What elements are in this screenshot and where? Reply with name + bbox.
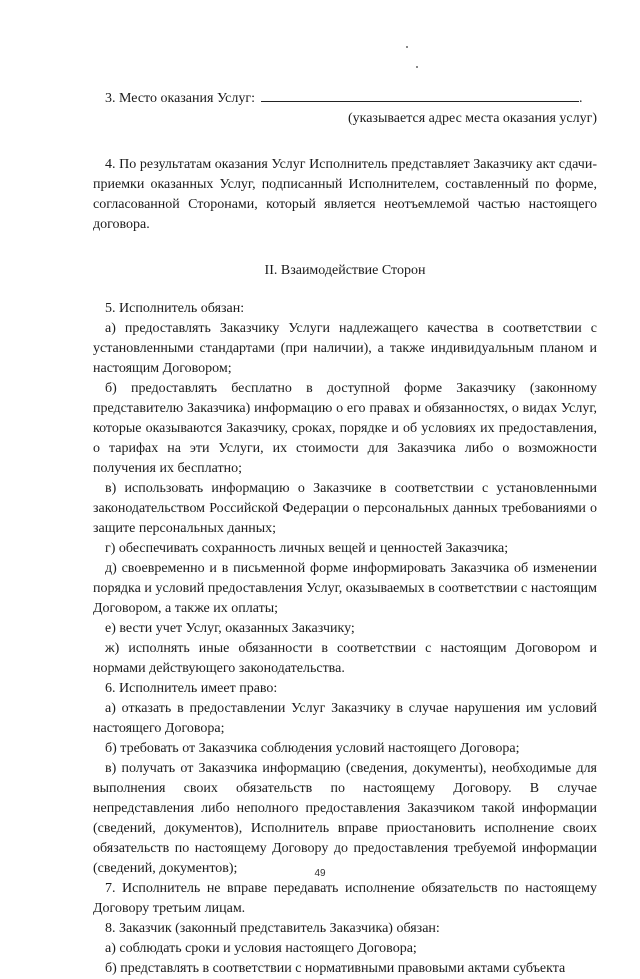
paragraph: 8. Заказчик (законный представитель Заказчика) обязан:: [105, 921, 440, 936]
paragraph: д) своевременно и в письменной форме информировать Заказчика об изменении порядка и условий предоставления Услуг, оказываемых в соответствии с настоящим Договором, а также их оплаты;: [93, 561, 597, 616]
paragraph: в) получать от Заказчика информацию (сведения, документы), необходимые для выполнения своих обязательств по настоящему Договору. В случае непредставления либо неполного предоставления Заказчиком такой информации (сведений, документов), Исполнитель вправе приостановить исполнение своих обязательств по настоящему Договору до предоставления требуемой информации (сведений, документов);: [93, 761, 597, 876]
paragraph: е) вести учет Услуг, оказанных Заказчику;: [105, 621, 355, 636]
clause-3-hint: (указывается адрес места оказания услуг): [347, 111, 597, 126]
paragraph: ж) исполнять иные обязанности в соответствии с настоящим Договором и нормами действующего законодательства.: [93, 641, 597, 676]
paragraph: а) соблюдать сроки и условия настоящего Договора;: [105, 941, 417, 956]
clause-3: 3. Место оказания Услуг: .: [93, 88, 597, 109]
paragraph: а) отказать в предоставлении Услуг Заказчику в случае нарушения им условий настоящего Договора;: [93, 701, 597, 736]
paragraph: б) требовать от Заказчика соблюдения условий настоящего Договора;: [105, 741, 520, 756]
document-body: [93, 88, 597, 979]
paragraph: 5. Исполнитель обязан:: [105, 301, 245, 316]
paragraph: а) предоставлять Заказчику Услуги надлежащего качества в соответствии с установленными стандартами (при наличии), а также индивидуальным планом и настоящим Договором;: [93, 321, 597, 376]
paragraph: 6. Исполнитель имеет право:: [105, 681, 278, 696]
paragraph: 7. Исполнитель не вправе передавать исполнение обязательств по настоящему Договору третьим лицам.: [93, 881, 597, 916]
paragraph: г) обеспечивать сохранность личных вещей и ценностей Заказчика;: [105, 541, 509, 556]
section-2-title: II. Взаимодействие Сторон: [264, 263, 426, 278]
paragraph: в) использовать информацию о Заказчике в соответствии с установленными законодательством Российской Федерации о персональных данных требованиями о защите персональных данных;: [93, 481, 597, 536]
address-blank-line: [261, 88, 579, 102]
scan-speck: [416, 66, 418, 68]
clause-4: 4. По результатам оказания Услуг Исполнитель представляет Заказчику акт сдачи-приемки оказанных Услуг, подписанный Исполнителем, составленный по форме, согласованной Сторонами, который является неотъемлемой частью настоящего договора.: [93, 157, 597, 232]
paragraph: б) предоставлять бесплатно в доступной форме Заказчику (законному представителю Заказчика) информацию о его правах и обязанностях, о видах Услуг, которые оказываются Заказчику, сроках, порядке и об условиях их предоставления, о тарифах на эти Услуги, их стоимости для Заказчика либо о возможности получения их бесплатно;: [93, 381, 597, 476]
page-number: 49: [314, 868, 326, 879]
scan-speck: [406, 46, 408, 48]
paragraph: б) представлять в соответствии с нормативными правовыми актами субъекта: [105, 961, 566, 976]
